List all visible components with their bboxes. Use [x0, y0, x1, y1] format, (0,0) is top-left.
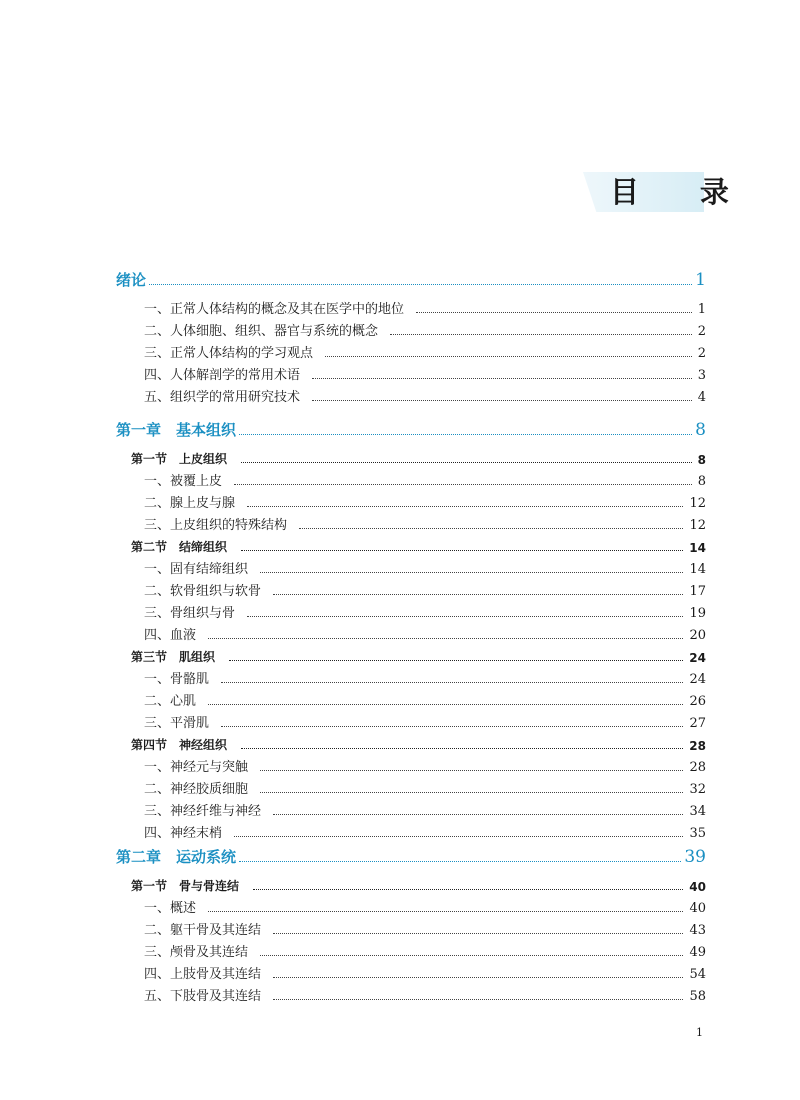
toc-item-page: 2 — [697, 324, 706, 339]
dot-leader — [312, 378, 692, 379]
dot-leader — [299, 528, 683, 529]
dot-leader — [260, 770, 683, 771]
toc-item-row[interactable] — [144, 365, 706, 383]
toc-item-title: 三、颅骨及其连结 — [144, 945, 249, 960]
toc-item-title: 二、腺上皮与腺 — [144, 496, 236, 511]
toc-item-page: 43 — [689, 923, 706, 938]
toc-item-title: 二、躯干骨及其连结 — [144, 923, 262, 938]
toc-item-page: 28 — [689, 760, 706, 775]
toc-item-row[interactable] — [144, 964, 706, 982]
dot-leader — [260, 955, 683, 956]
toc-item-row[interactable] — [144, 669, 706, 687]
toc-item-page: 14 — [689, 562, 706, 577]
toc-chapter-title: 第一章 基本组织 — [116, 421, 237, 439]
toc-item-row[interactable] — [144, 823, 706, 841]
dot-leader — [208, 704, 683, 705]
dot-leader — [260, 572, 683, 573]
toc-item-title: 一、被覆上皮 — [144, 474, 223, 489]
toc-item-title: 一、骨骼肌 — [144, 672, 210, 687]
toc-item-row[interactable] — [144, 801, 706, 819]
page-number: 1 — [696, 1026, 703, 1039]
toc-item-page: 32 — [689, 782, 706, 797]
dot-leader — [325, 356, 692, 357]
dot-leader — [247, 616, 683, 617]
toc-item-page: 3 — [697, 368, 706, 383]
toc-section-title: 第三节 肌组织 — [131, 650, 216, 664]
toc-item-row[interactable] — [144, 986, 706, 1004]
toc-item-title: 三、神经纤维与神经 — [144, 804, 262, 819]
toc-item-title: 二、心肌 — [144, 694, 197, 709]
toc-chapter-title: 绪论 — [116, 271, 147, 289]
toc-item-page: 20 — [689, 628, 706, 643]
toc-item-page: 26 — [689, 694, 706, 709]
toc-item-row[interactable] — [144, 471, 706, 489]
dot-leader — [273, 977, 683, 978]
dot-leader — [234, 484, 692, 485]
toc-item-row[interactable] — [144, 757, 706, 775]
toc-item-page: 58 — [689, 989, 706, 1004]
toc-item-title: 四、血液 — [144, 628, 197, 643]
toc-item-title: 四、上肢骨及其连结 — [144, 967, 262, 982]
page-title: 目 录 — [610, 175, 745, 209]
toc-item-page: 34 — [689, 804, 706, 819]
toc-section-row[interactable] — [131, 647, 706, 665]
toc-item-row[interactable] — [144, 559, 706, 577]
toc-section-page: 14 — [689, 541, 706, 555]
dot-leader — [253, 889, 683, 890]
toc-item-row[interactable] — [144, 603, 706, 621]
toc-item-page: 12 — [689, 496, 706, 511]
dot-leader — [234, 836, 683, 837]
toc-item-page: 40 — [689, 901, 706, 916]
toc-section-page: 28 — [689, 739, 706, 753]
dot-leader — [416, 312, 692, 313]
toc-chapter-page: 8 — [695, 420, 706, 440]
dot-leader — [239, 434, 692, 435]
toc-section-row[interactable] — [131, 537, 706, 555]
toc-section-row[interactable] — [131, 735, 706, 753]
toc-item-row[interactable] — [144, 581, 706, 599]
toc-item-page: 4 — [697, 390, 706, 405]
toc-item-title: 五、组织学的常用研究技术 — [144, 390, 301, 405]
toc-item-row[interactable] — [144, 920, 706, 938]
toc-item-title: 一、固有结缔组织 — [144, 562, 249, 577]
toc-item-title: 三、平滑肌 — [144, 716, 210, 731]
toc-item-page: 35 — [689, 826, 706, 841]
toc-item-page: 1 — [697, 302, 706, 317]
toc-item-title: 五、下肢骨及其连结 — [144, 989, 262, 1004]
toc-chapter-title: 第二章 运动系统 — [116, 848, 237, 866]
toc-section-title: 第一节 骨与骨连结 — [131, 879, 240, 893]
toc-item-row[interactable] — [144, 942, 706, 960]
toc-item-title: 一、概述 — [144, 901, 197, 916]
toc-item-page: 12 — [689, 518, 706, 533]
toc-item-row[interactable] — [144, 625, 706, 643]
dot-leader — [273, 999, 683, 1000]
toc-chapter-page: 1 — [695, 270, 706, 290]
dot-leader — [208, 911, 683, 912]
toc-item-title: 四、神经末梢 — [144, 826, 223, 841]
dot-leader — [390, 334, 692, 335]
toc-item-title: 二、神经胶质细胞 — [144, 782, 249, 797]
toc-section-row[interactable] — [131, 449, 706, 467]
toc-item-title: 四、人体解剖学的常用术语 — [144, 368, 301, 383]
toc-item-row[interactable] — [144, 898, 706, 916]
toc-chapter-row[interactable] — [116, 418, 706, 440]
toc-section-row[interactable] — [131, 876, 706, 894]
toc-item-title: 二、人体细胞、组织、器官与系统的概念 — [144, 324, 379, 339]
toc-section-page: 40 — [689, 880, 706, 894]
toc-item-page: 27 — [689, 716, 706, 731]
toc-chapter-row[interactable] — [116, 268, 706, 290]
toc-item-page: 49 — [689, 945, 706, 960]
dot-leader — [273, 594, 683, 595]
toc-item-page: 17 — [689, 584, 706, 599]
toc-section-title: 第一节 上皮组织 — [131, 452, 228, 466]
dot-leader — [247, 506, 683, 507]
toc-section-page: 24 — [689, 651, 706, 665]
dot-leader — [229, 660, 683, 661]
dot-leader — [273, 814, 683, 815]
toc-item-row[interactable] — [144, 387, 706, 405]
toc-item-page: 24 — [689, 672, 706, 687]
toc-item-title: 二、软骨组织与软骨 — [144, 584, 262, 599]
toc-item-row[interactable] — [144, 321, 706, 339]
dot-leader — [260, 792, 683, 793]
dot-leader — [208, 638, 683, 639]
toc-item-row[interactable] — [144, 343, 706, 361]
toc-item-row[interactable] — [144, 691, 706, 709]
toc-item-title: 三、上皮组织的特殊结构 — [144, 518, 288, 533]
toc-item-title: 一、神经元与突触 — [144, 760, 249, 775]
dot-leader — [241, 748, 683, 749]
toc-section-title: 第二节 结缔组织 — [131, 540, 228, 554]
dot-leader — [273, 933, 683, 934]
toc-section-page: 8 — [697, 453, 706, 467]
toc-item-page: 2 — [697, 346, 706, 361]
dot-leader — [221, 726, 683, 727]
toc-item-row[interactable] — [144, 493, 706, 511]
toc-chapter-row[interactable] — [116, 845, 706, 867]
dot-leader — [241, 462, 692, 463]
dot-leader — [241, 550, 683, 551]
toc-item-row[interactable] — [144, 779, 706, 797]
toc-item-row[interactable] — [144, 299, 706, 317]
dot-leader — [221, 682, 683, 683]
toc-item-title: 三、骨组织与骨 — [144, 606, 236, 621]
toc-item-row[interactable] — [144, 515, 706, 533]
dot-leader — [239, 861, 681, 862]
toc-item-title: 三、正常人体结构的学习观点 — [144, 346, 314, 361]
dot-leader — [149, 284, 692, 285]
toc-section-title: 第四节 神经组织 — [131, 738, 228, 752]
dot-leader — [312, 400, 692, 401]
toc-item-title: 一、正常人体结构的概念及其在医学中的地位 — [144, 302, 405, 317]
toc-item-row[interactable] — [144, 713, 706, 731]
toc-chapter-page: 39 — [684, 847, 706, 867]
toc-item-page: 8 — [697, 474, 706, 489]
toc-item-page: 19 — [689, 606, 706, 621]
toc-item-page: 54 — [689, 967, 706, 982]
